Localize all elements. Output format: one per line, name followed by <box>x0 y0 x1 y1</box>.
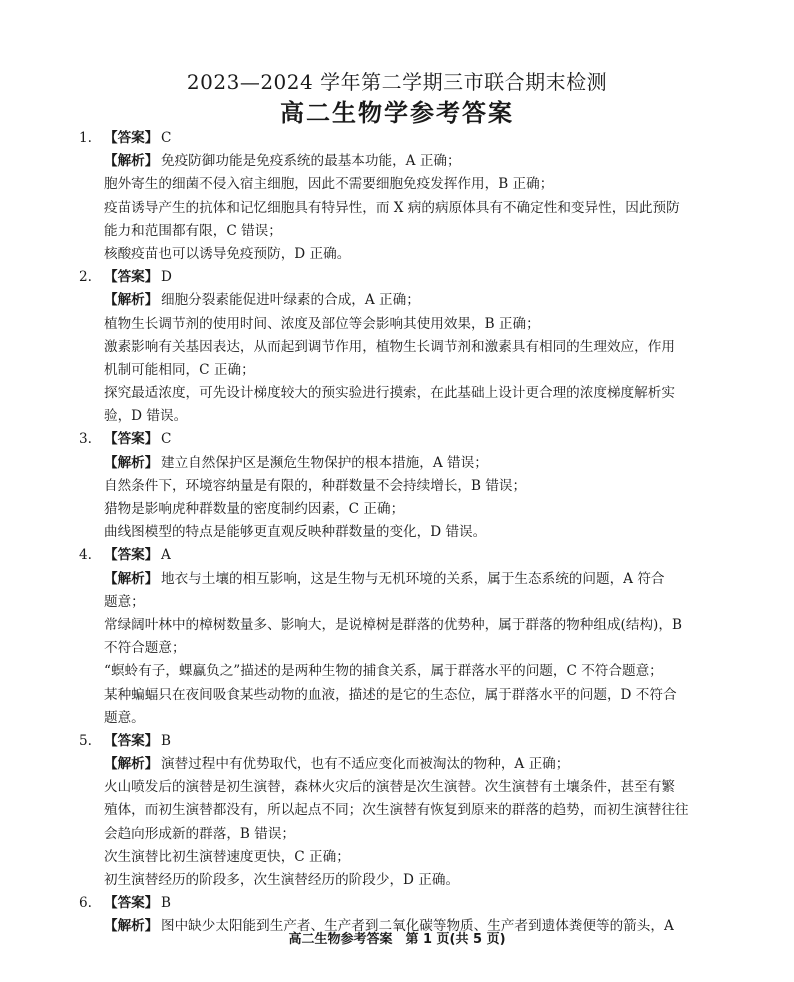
question-block <box>79 266 711 428</box>
analysis-text-line: 殖体，而初生演替都没有，所以起点不同；次生演替有恢复到原来的群落的趋势，而初生演替往往 <box>104 802 689 819</box>
analysis-text-line: 火山喷发后的演替是初生演替，森林火灾后的演替是次生演替。次生演替有土壤条件，甚至有繁 <box>104 779 675 796</box>
answer-line <box>79 127 711 150</box>
document-title: 2023—2024 学年第二学期三市联合期末检测 <box>186 70 608 94</box>
analysis-text-line: 不符合题意； <box>104 640 186 657</box>
analysis-text-line: 探究最适浓度，可先设计梯度较大的预实验进行摸索，在此基础上设计更合理的浓度梯度解析实 <box>104 385 675 402</box>
analysis-text-line: 机制可能相同，C 正确； <box>104 361 255 378</box>
answer-line <box>79 428 711 451</box>
analysis-text-line: 题意。 <box>104 709 145 726</box>
answer-value: D <box>161 269 172 286</box>
analysis-text-line: 植物生长调节剂的使用时间、浓度及部位等会影响其使用效果，B 正确； <box>104 315 540 332</box>
answer-label: 【答案】 <box>104 895 159 912</box>
analysis-label: 【解析】 <box>104 153 159 170</box>
answer-label: 【答案】 <box>104 130 159 146</box>
analysis-text-line: 初生演替经历的阶段多，次生演替经历的阶段少，D 正确。 <box>104 872 460 888</box>
question-block <box>79 127 711 266</box>
analysis-text-line: 验，D 错误。 <box>104 408 188 425</box>
analysis-text-line: 疫苗诱导产生的抗体和记忆细胞具有特异性，而 X 病的病原体具有不确定性和变异性，因此预防 <box>104 199 680 216</box>
analysis-text-line: 自然条件下，环境容纳量是有限的，种群数量不会持续增长，B 错误； <box>104 477 527 494</box>
question-number: 2. <box>79 269 92 286</box>
analysis-text-line: 曲线图模型的特点是能够更直观反映种群数量的变化，D 错误。 <box>104 524 487 541</box>
analysis-text-line: “螟蛉有子，蜾蠃负之”描述的是两种生物的捕食关系，属于群落水平的问题，C 不符合题意； <box>104 663 663 680</box>
document-subtitle: 高二生物学参考答案 <box>280 99 514 127</box>
analysis-text-line: 能力和范围都有限，C 错误； <box>104 222 282 239</box>
analysis-text: 细胞分裂素能促进叶绿素的合成，A 正确； <box>161 292 420 309</box>
page-footer: 高二生物参考答案 第 1 页(共 5 页) <box>288 932 506 947</box>
answer-label: 【答案】 <box>104 732 159 749</box>
answer-value: B <box>161 895 171 912</box>
answer-line <box>79 892 711 915</box>
answer-line <box>79 266 711 289</box>
analysis-label: 【解析】 <box>104 570 159 587</box>
question-number: 6. <box>79 895 92 912</box>
analysis-label: 【解析】 <box>104 918 159 935</box>
analysis-label: 【解析】 <box>104 292 159 309</box>
analysis-line <box>86 568 711 591</box>
analysis-text: 建立自然保护区是濒危生物保护的根本措施，A 错误； <box>161 454 488 471</box>
answer-label: 【答案】 <box>104 431 159 448</box>
analysis-text-line: 激素影响有关基因表达，从而起到调节作用，植物生长调节剂和激素具有相同的生理效应，作用 <box>104 338 675 355</box>
analysis-line <box>86 150 711 173</box>
answer-label: 【答案】 <box>104 547 159 564</box>
analysis-text: 演替过程中有优势取代，也有不适应变化而被淘汰的物种，A 正确； <box>161 756 570 773</box>
analysis-line <box>86 289 711 312</box>
analysis-text-line: 次生演替比初生演替速度更快，C 正确； <box>104 848 350 865</box>
question-block <box>79 428 711 544</box>
answer-content <box>79 127 711 939</box>
answer-line <box>79 730 711 753</box>
question-block <box>79 730 711 892</box>
analysis-label: 【解析】 <box>104 756 159 773</box>
analysis-text-line: 胞外寄生的细菌不侵入宿主细胞，因此不需要细胞免疫发挥作用，B 正确； <box>104 176 554 193</box>
question-number: 5. <box>79 732 92 749</box>
analysis-text: 图中缺少太阳能到生产者、生产者到二氧化碳等物质、生产者到遗体粪便等的箭头，A <box>161 918 674 935</box>
analysis-text-line: 会趋向形成新的群落，B 错误； <box>104 825 296 842</box>
analysis-text-line: 常绿阔叶林中的樟树数量多、影响大，是说樟树是群落的优势种，属于群落的物种组成(结构)，B <box>104 616 682 633</box>
answer-value: C <box>161 130 172 146</box>
analysis-label: 【解析】 <box>104 454 159 471</box>
analysis-text-line: 题意； <box>104 593 145 610</box>
answer-value: B <box>161 732 171 749</box>
question-number: 4. <box>79 547 92 564</box>
answer-label: 【答案】 <box>104 269 159 286</box>
question-block <box>79 544 711 730</box>
analysis-text: 免疫防御功能是免疫系统的最基本功能，A 正确； <box>161 153 461 170</box>
analysis-line <box>86 452 711 475</box>
analysis-text-line: 核酸疫苗也可以诱导免疫预防，D 正确。 <box>104 245 351 262</box>
answer-line <box>79 544 711 567</box>
analysis-text-line: 某种蝙蝠只在夜间吸食某些动物的血液，描述的是它的生态位，属于群落水平的问题，D 不符合 <box>104 686 677 703</box>
question-number: 1. <box>79 130 92 146</box>
analysis-text-line: 猎物是影响虎种群数量的密度制约因素，C 正确； <box>104 501 405 517</box>
analysis-line <box>86 753 711 776</box>
analysis-text: 地衣与土壤的相互影响，这是生物与无机环境的关系，属于生态系统的问题，A 符合 <box>161 570 665 587</box>
question-number: 3. <box>79 431 92 448</box>
answer-value: A <box>161 547 171 564</box>
answer-value: C <box>161 431 172 448</box>
